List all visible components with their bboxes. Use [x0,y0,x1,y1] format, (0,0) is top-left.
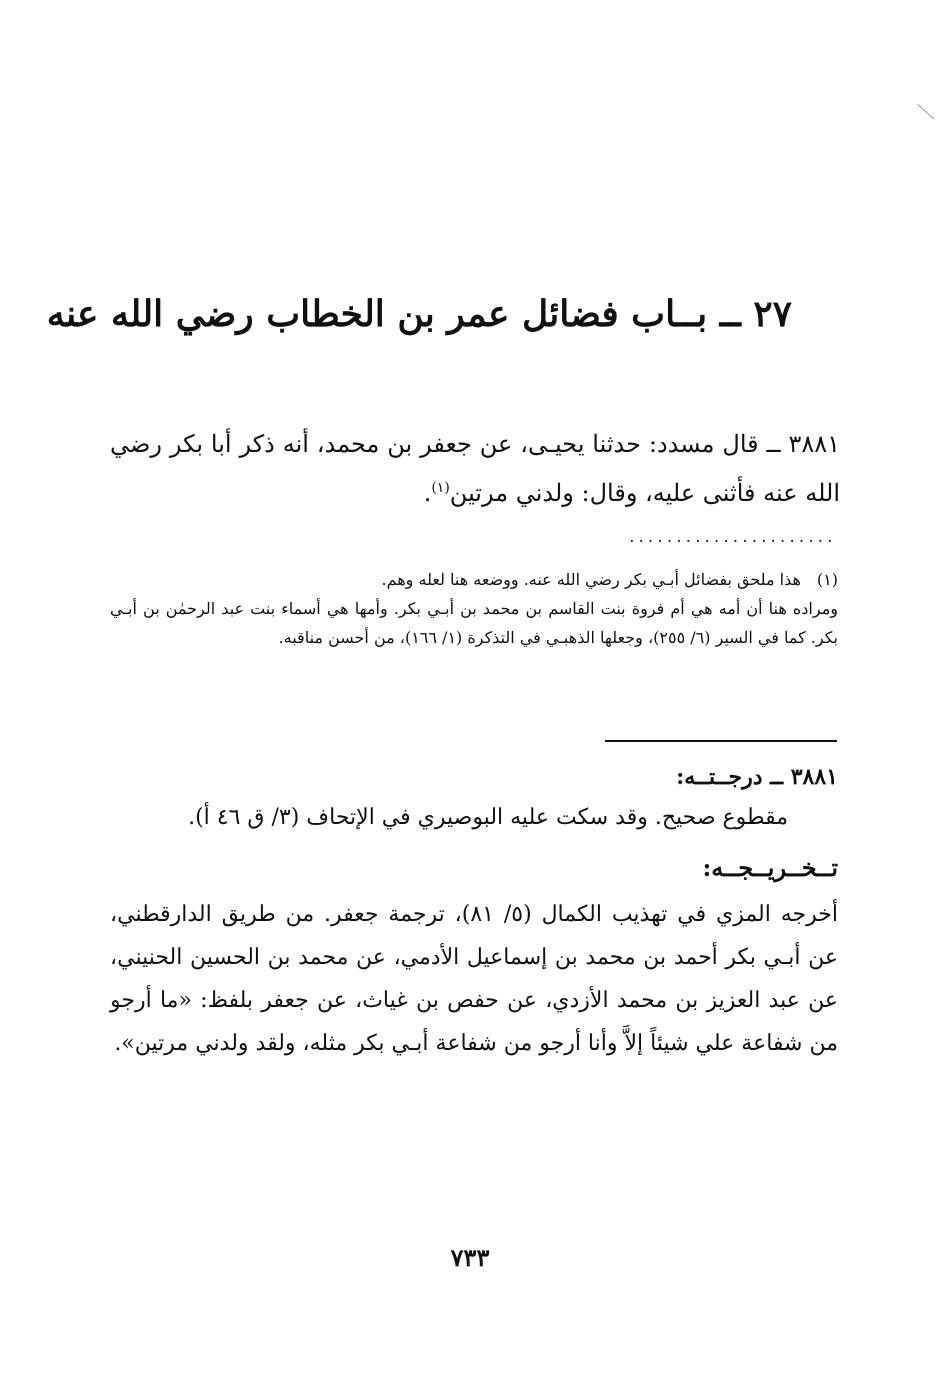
takhrij-label: تــخــريــجــه: [702,853,838,882]
chapter-heading: ٢٧ ــ بــاب فضائل عمر بن الخطاب رضي الله عنه [46,293,792,335]
section-divider [605,740,837,742]
page-number: ٧٣٣ [450,1243,490,1272]
footnote [110,565,838,652]
footnote-reference[interactable]: (١) [431,480,450,496]
hadith-end-mark: . [423,479,432,507]
footnote-separator: ...................... [627,530,835,544]
footnote-line1: هذا ملحق بفضائل أبـي بكر رضي الله عنه. ووضعه هنا لعله وهم. [381,570,801,589]
grading-text: مقطوع صحيح. وقد سكت عليه البوصيري في الإتحاف (٣/ ق ٤٦ أ). [188,805,788,830]
hadith-text-block [110,420,840,518]
footnote-number: (١) [816,570,838,589]
takhrij-text: أخرجه المزي في تهذيب الكمال (٥/ ٨١)، ترجمة جعفر. من طريق الدارقطني، عن أبـي بكر أحمد بن محمد بن إسماعيل الأدمي، عن محمد بن الحسين الحنيني، عن عبد العزيز بن محمد الأزدي، عن حفص بن غياث، عن جعفر بلفظ: «ما أرجو من شفاعة علي شيئاً إلاَّ وأنا أرجو من شفاعة أبـي بكر مثله، ولقد ولدني مرتين». [110,902,839,1056]
grading-label: ٣٨٨١ ــ درجــتــه: [676,764,838,790]
hadith-text: ٣٨٨١ ــ قال مسدد: حدثنا يحيـى، عن جعفر بن محمد، أنه ذكر أبا بكر رضي الله عنه فأثنى عليه، وقال: ولدني مرتين [110,430,840,507]
footnote-first-line [110,565,838,594]
scan-corner-mark [917,104,934,119]
footnote-body: ومراده هنا أن أمه هي أم فروة بنت القاسم بن محمد بن أبـي بكر. وأمها هي أسماء بنت عبد الرحمٰن بن أبـي بكر. كما في السير (٦/ ٢٥٥)، وجعلها الذهبـي في التذكرة (١/ ١٦٦)، من أحسن مناقبه. [110,599,838,647]
